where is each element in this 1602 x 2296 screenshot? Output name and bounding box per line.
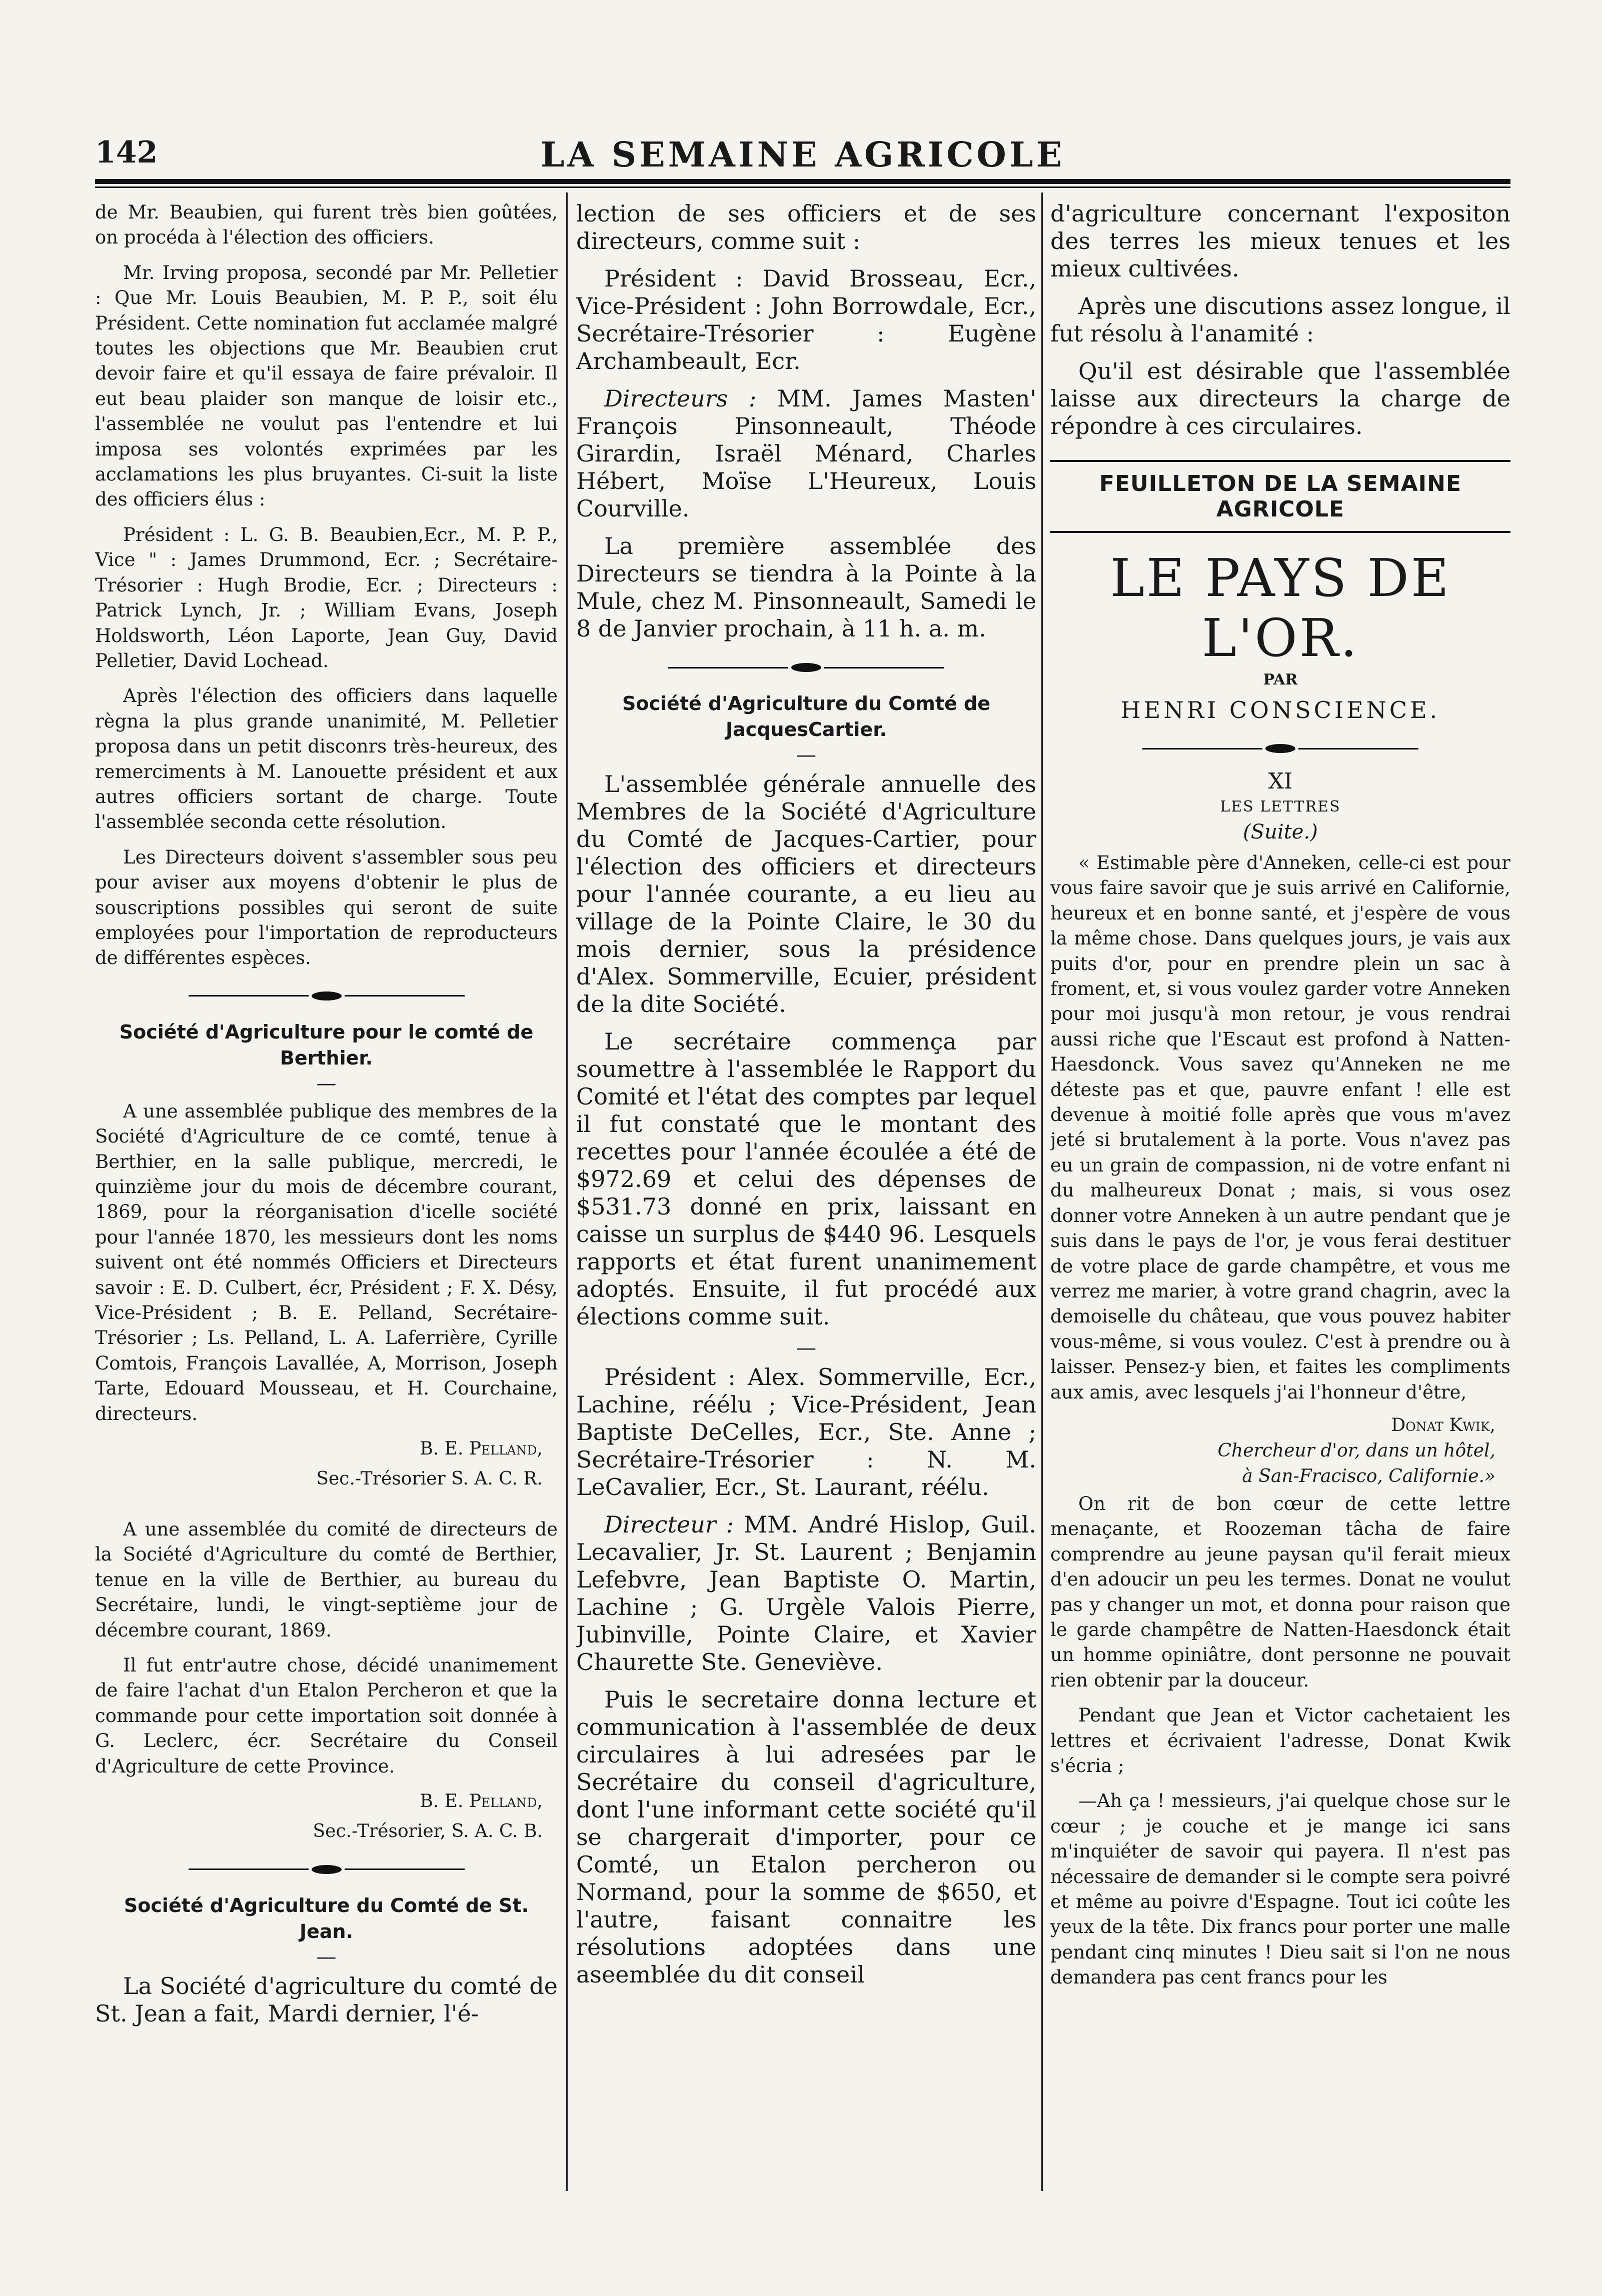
section-ornament <box>1050 738 1510 758</box>
signature-line: Chercheur d'or, dans un hôtel, <box>1217 1440 1495 1461</box>
paragraph: Mr. Irving proposa, secondé par Mr. Pelletier : Que Mr. Louis Beaubien, M. P. P., soit élu Président. Cette nomination fut acclamée malgré toutes les objections que Mr. Beaubien crut devoir faire et qu'il essaya de faire prévaloir. Il eut beau plaider son manque de loisir etc., l'assemblée ne voulut pas l'entendre et lui imposa ses volontés exprimées par les acclamations les plus bruyantes. Ci-suit la liste des officiers élus : <box>95 262 558 510</box>
header-rule-thin <box>95 186 1510 188</box>
officer-list: Président : L. G. B. Beaubien,Ecr., M. P. P., Vice " : James Drummond, Ecr. ; Secrétaire-Trésorier : Hugh Brodie, Ecr. ; Directeurs : Patrick Lynch, Jr. ; William Evans, Joseph Holdsworth, Léon Laporte, Jean Guy, David Pelletier, David Lochead. <box>95 524 558 672</box>
spacer <box>95 1497 558 1517</box>
letter-text: « Estimable père d'Anneken, celle-ci est pour vous faire savoir que je suis arrivé en Californie, heureux et en bonne santé, et j'espère de vous la même chose. Dans quelques jours, je vais aux puits d'or, pour en prendre plein un sac à froment, et, si vous voulez garder votre Anneken pour moi jusqu'à mon retour, je vous rendrai aussi riche que l'Escaut est profond à Natten-Haesdonck. Vous savez qu'Anneken ne me déteste pas et que, pauvre enfant ! elle est devenue à moitié folle après que vous m'avez jeté si brutalement à la porte. Vous n'avez pas eu un grain de compassion, ni de votre enfant ni du malheureux Donat ; mais, si vous osez donner votre Anneken à un autre pendant que je suis dans le pays de l'or, je vous ferai destituer de votre place de garde champêtre, et vous me verrez me marier, à votre grand chagrin, avec la demoiselle du château, que vous pouvez habiter vous-même, si vous voulez. C'est à prendre ou à laisser. Pensez-y bien, et faites les compliments aux amis, avec lesquels j'ai l'honneur d'être, <box>1050 852 1510 1403</box>
paragraph: L'assemblée générale annuelle des Membres de la Société d'Agriculture du Comté de Jacques-Cartier, pour l'élection des officiers et directeurs pour l'année courante, a eu lieu au village de la Pointe Claire, le 30 du mois dernier, sous la présidence d'Alex. Sommerville, Ecuier, président de la dite Société. <box>576 770 1036 1018</box>
officer-list: Président : David Brosseau, Ecr., Vice-Président : John Borrowdale, Ecr., Secrétaire-Trésorier : Eugène Archambeault, Ecr. <box>576 265 1036 374</box>
paragraph: d'agriculture concernant l'expositon des terres les mieux tenues et les mieux cultivées. <box>1050 200 1510 282</box>
officer-list: Président : Alex. Sommerville, Ecr., Lachine, réélu ; Vice-Président, Jean Baptiste DeCelles, Ecr., Ste. Anne ; Secrétaire-Trésorier : N. M. LeCavalier, Ecr., St. Laurant, réélu. <box>576 1364 1036 1500</box>
page-number: 142 <box>95 135 158 170</box>
paragraph: lection de ses officiers et de ses directeurs, comme suit : <box>576 200 1036 254</box>
chapter-title: LES LETTRES <box>1220 798 1341 816</box>
signature-line: à San-Fracisco, Californie.» <box>1242 1466 1495 1486</box>
column-1 <box>95 200 558 2181</box>
paragraph: A une assemblée du comité de directeurs de la Société d'Agriculture du comté de Berthier, tenue en la ville de Berthier, au bureau du Secrétaire, lundi, le vingt-septième jour de décembre courant, 1869. <box>95 1518 558 1641</box>
header-rule <box>95 179 1510 184</box>
byline-par: PAR <box>1263 671 1298 688</box>
directors-label: Directeurs : <box>604 385 757 412</box>
feuilleton-banner: FEUILLETON DE LA SEMAINE AGRICOLE <box>1050 460 1510 533</box>
novel-title: LE PAYS DE L'OR. <box>1110 548 1451 668</box>
paragraph: A une assemblée publique des membres de la Société d'Agriculture de ce comté, tenue à Berthier, en la salle publique, mercredi, le quinzième jour du mois de décembre courant, 1869, pour la réorganisation d'icelle société pour l'année 1870, les messieurs dont les noms suivent ont été nommés Officiers et Directeurs savoir : E. D. Culbert, écr, Président ; F. X. Désy, Vice-Président ; B. E. Pelland, Secrétaire-Trésorier ; Ls. Pelland, L. A. Laferrière, Cyrille Comtois, François Lavallée, A, Morrison, Joseph Tarte, Edouard Mousseau, et H. Courchaine, directeurs. <box>95 1100 558 1424</box>
paragraph: On rit de bon cœur de cette lettre menaçante, et Roozeman tâcha de faire comprendre au jeune paysan qu'il ferait mieux d'en adoucir un peu les termes. Donat ne voulut pas y changer un mot, et donna pour raison que le garde champêtre de Natten-Haesdonck était un homme opiniâtre, dont personne ne pouvait rien obtenir par la douceur. <box>1050 1492 1510 1691</box>
paragraph: La première assemblée des Directeurs se tiendra à la Pointe à la Mule, chez M. Pinsonneault, Samedi le 8 de Janvier prochain, à 11 h. a. m. <box>576 532 1036 642</box>
dash-separator: — <box>796 744 816 766</box>
section-ornament <box>576 658 1036 678</box>
signature-name: B. E. Pelland, <box>420 1438 543 1460</box>
column-2 <box>576 200 1036 2181</box>
directors-label: Directeur : <box>604 1511 734 1538</box>
directors-list <box>576 1511 1036 1676</box>
section-ornament <box>95 986 558 1006</box>
paragraph: Le secrétaire commença par soumettre à l'assemblée le Rapport du Comité et l'état des comptes par lequel il fut constaté que le montant des recettes pour l'année écoulée a été de $972.69 et celui des dépenses de $531.73 donné en prix, laissant en caisse un surplus de $440 96. Lesquels rapports et état furent unanimement adoptés. Ensuite, il fut procédé aux élections comme suit. <box>576 1028 1036 1330</box>
paragraph: Il fut entr'autre chose, décidé unanimement de faire l'achat d'un Etalon Percheron et que la commande pour cette importation soit donnée à G. Leclerc, écr. Secrétaire du Conseil d'Agriculture de cette Province. <box>95 1654 558 1777</box>
dash-separator: — <box>316 1072 337 1095</box>
signature-title: Sec.-Trésorier S. A. C. R. <box>316 1468 543 1490</box>
paragraph: Après une discutions assez longue, il fut résolu à l'anamité : <box>1050 292 1510 347</box>
column-3 <box>1050 200 1510 2181</box>
section-heading: Société d'Agriculture du Comté de JacquesCartier. <box>622 692 990 740</box>
column-divider <box>1041 192 1043 2191</box>
paragraph: La Société d'agriculture du comté de St. Jean a fait, Mardi dernier, l'é- <box>95 1972 558 2027</box>
section-heading: Société d'Agriculture pour le comté de Berthier. <box>119 1020 534 1069</box>
paragraph: Après l'élection des officiers dans laquelle règna la plus grande unanimité, M. Pelletier proposa dans un petit disconrs très-heureux, des remerciments à M. Lanouette président et aux autres officiers sortant de charge. Toute l'assemblée seconda cette résolution. <box>95 685 558 833</box>
column-divider <box>566 192 568 2191</box>
running-title: LA SEMAINE AGRICOLE <box>540 135 1065 175</box>
paragraph: —Ah ça ! messieurs, j'ai quelque chose sur le cœur ; je couche et je mange ici sans m'inquiéter de savoir qui payera. Il n'est pas nécessaire de demander si le compte sera poivré et même au poivre d'Espagne. Tout ici coûte les yeux de la tête. Dix francs pour porter une malle pendant cinq minutes ! Dieu sait si l'on ne nous demandera pas cent francs pour les <box>1050 1790 1510 1988</box>
paragraph: Qu'il est désirable que l'assemblée laisse aux directeurs la charge de répondre à ces circulaires. <box>1050 358 1510 440</box>
dash-separator: — <box>316 1945 337 1968</box>
signature-name: B. E. Pelland, <box>420 1790 543 1812</box>
author-name: HENRI CONSCIENCE. <box>1120 696 1440 724</box>
signature-name: Donat Kwik, <box>1391 1414 1495 1436</box>
chapter-number: XI <box>1268 768 1293 794</box>
paragraph: Pendant que Jean et Victor cachetaient les lettres et écrivaient l'adresse, Donat Kwik s'écria ; <box>1050 1704 1510 1776</box>
paragraph: de Mr. Beaubien, qui furent très bien goûtées, on procéda à l'élection des officiers. <box>95 202 558 248</box>
signature-title: Sec.-Trésorier, S. A. C. B. <box>313 1821 543 1842</box>
paragraph: Puis le secretaire donna lecture et communication à l'assemblée de deux circulaires à lui adresées par le Secrétaire du conseil d'agriculture, dont l'une informant cette société qu'il se chargerait d'importer, pour ce Comté, un Etalon percheron ou Normand, pour la somme de $650, et l'autre, faisant connaitre les résolutions adoptées dans une aseemblée du dit conseil <box>576 1686 1036 1988</box>
directors-list <box>576 385 1036 522</box>
page-header <box>95 135 1510 185</box>
section-ornament <box>95 1860 558 1880</box>
paragraph: Les Directeurs doivent s'assembler sous peu pour aviser aux moyens d'obtenir le plus de souscriptions possibles qui seront de suite employées pour l'importation de reproducteurs de différentes espèces. <box>95 846 558 969</box>
section-heading: Société d'Agriculture du Comté de St. Jean. <box>124 1894 529 1942</box>
directors-names: MM. André Hislop, Guil. Lecavalier, Jr. St. Laurent ; Benjamin Lefebvre, Jean Baptiste O. Martin, Lachine ; G. Urgèle Valois Pierre, Jubinville, Pointe Claire, et Xavier Chaurette Ste. Geneviève. <box>576 1511 1036 1676</box>
continued-label: (Suite.) <box>1243 820 1318 844</box>
directors-names: MM. James Masten' François Pinsonneault, Théode Girardin, Israël Ménard, Charles Hébert, Moïse L'Heureux, Louis Courville. <box>576 385 1036 522</box>
dash-separator: — <box>796 1336 816 1360</box>
